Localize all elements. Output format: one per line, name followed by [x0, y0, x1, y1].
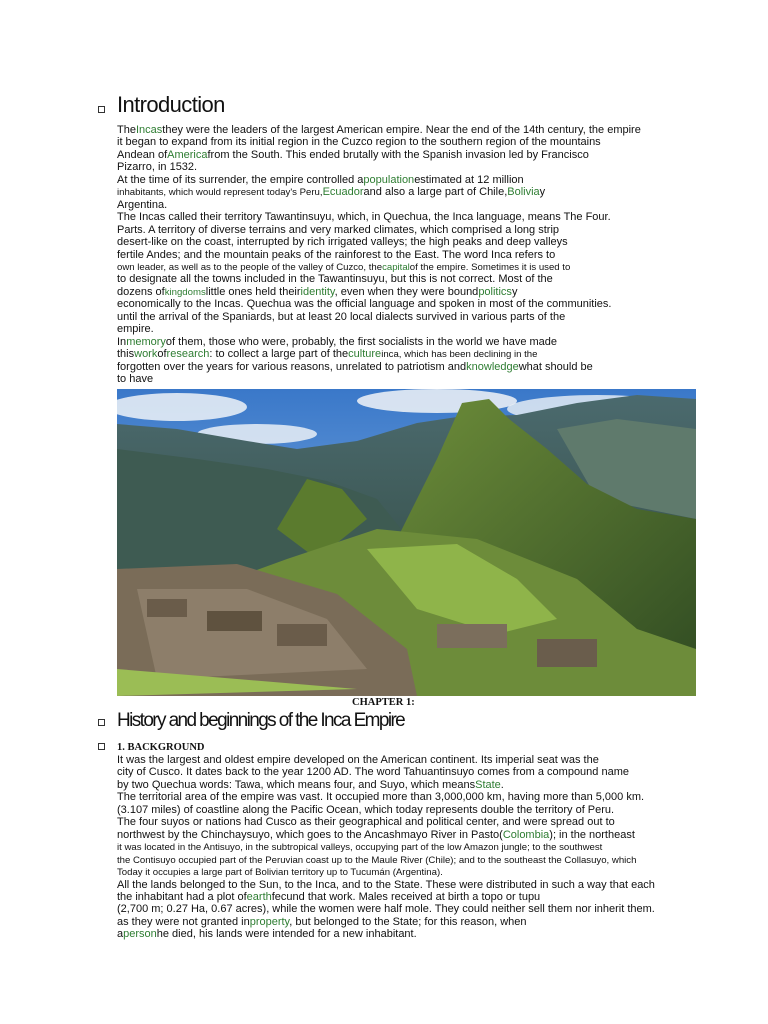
text-run: city of Cusco. It dates back to the year 1200 AD. The word Tahuantinsuyo comes from a compound name	[117, 766, 629, 779]
text-link[interactable]: America	[167, 148, 208, 161]
text-run: Pizarro, in 1532.	[117, 161, 198, 174]
text-link[interactable]: work	[134, 348, 158, 361]
text-line	[117, 161, 197, 174]
section-heading: History and beginnings of the Inca Empire	[117, 710, 405, 731]
text-line	[117, 124, 641, 137]
text-line	[117, 891, 540, 904]
text-link[interactable]: State	[475, 778, 501, 791]
text-run: All the lands belonged to the Sun, to the Inca, and to the State. These were distributed in such a way that each	[117, 878, 655, 891]
machu-picchu-photo	[117, 389, 696, 696]
text-line	[117, 754, 599, 767]
text-link[interactable]: memory	[126, 335, 166, 348]
text-link[interactable]: Incas	[135, 124, 163, 136]
text-run: and also a large part of Chile,	[363, 186, 508, 199]
text-link[interactable]: identity	[300, 285, 335, 298]
text-line	[117, 236, 568, 249]
text-line	[117, 273, 553, 286]
text-run: of	[157, 348, 167, 361]
text-line	[117, 766, 629, 779]
text-run: : to collect a large part of the	[209, 348, 349, 361]
text-line	[117, 149, 589, 162]
text-link[interactable]: person	[123, 928, 157, 941]
text-line	[117, 311, 565, 324]
text-run: ); in the northeast	[549, 828, 635, 841]
bullet-icon	[98, 743, 105, 750]
text-run: of them, those who were, probably, the first socialists in the world we have made	[165, 335, 558, 348]
text-run: The four suyos or nations had Cusco as their geographical and political center, and were spread out to	[117, 816, 615, 829]
text-run: northwest by the Chinchaysuyo, which goes to the Ancashmayo River in Pasto(	[117, 828, 503, 841]
text-run: they were the leaders of the largest American empire. Near the end of the 14th century, the empire	[162, 124, 641, 136]
text-run: y	[511, 285, 518, 298]
text-run: fertile Andes; and the mountain peaks of the rainforest to the East. The word Inca refers to	[117, 248, 556, 261]
text-run: the Contisuyo occupied part of the Peruvian coast up to the Maule River (Chile); and to the southeast the Collasuyo, which	[117, 854, 637, 866]
text-run: Andean of	[117, 148, 168, 161]
text-link[interactable]: population	[363, 173, 415, 186]
background-subheading: 1. BACKGROUND	[117, 742, 205, 753]
text-run: inhabitants, which would represent today's Peru,	[117, 187, 323, 199]
text-run: The	[117, 124, 136, 136]
text-line	[117, 286, 517, 299]
text-run: , even when they were bound	[334, 285, 479, 298]
text-line	[117, 249, 555, 262]
text-run: estimated at 12 million	[414, 173, 524, 186]
text-run: economically to the Incas. Quechua was the official language and spoken in most of the communities.	[117, 298, 612, 311]
text-run: this	[117, 348, 135, 361]
bullet-icon	[98, 106, 105, 113]
text-run: inca, which has been declining in the	[381, 349, 538, 361]
text-run: Parts. A territory of diverse terrains and very marked climates, which comprised a long strip	[117, 223, 560, 236]
text-link[interactable]: capital	[382, 261, 410, 273]
text-run: (2,700 m; 0.27 Ha, 0.67 acres), while the women were half mole. They could neither sell them nor inherit them.	[117, 903, 655, 916]
page-heading: Introduction	[117, 92, 225, 117]
text-link[interactable]: knowledge	[466, 360, 519, 373]
text-run: , but belonged to the State; for this reason, when	[289, 915, 527, 928]
text-run: dozens of	[117, 285, 165, 298]
text-run: y	[539, 186, 546, 199]
text-run: what should be	[518, 360, 593, 373]
chapter-label: CHAPTER 1:	[352, 697, 415, 708]
text-run: The territorial area of the empire was vast. It occupied more than 3,000,000 km, having more than 5,000 km.	[117, 791, 645, 804]
text-line	[117, 866, 443, 879]
text-run: it was located in the Antisuyo, in the subtropical valleys, occupying part of the low Amazon jungle; to the southwest	[117, 842, 603, 854]
text-run: Today it occupies a large part of Bolivian territory up to Tucumán (Argentina).	[117, 867, 443, 879]
text-line	[117, 361, 593, 374]
text-run: The Incas called their territory Tawantinsuyu, which, in Quechua, the Inca language, means The Four.	[117, 211, 611, 224]
text-run: It was the largest and oldest empire developed on the American continent. Its imperial seat was the	[117, 754, 599, 766]
text-run: to designate all the towns included in the Tawantinsuyu, but this is not correct. Most of the	[117, 273, 553, 286]
text-line	[117, 854, 636, 867]
text-run: by two Quechua words: Tawa, which means four, and Suyo, which means	[117, 778, 476, 791]
text-line	[117, 224, 559, 237]
text-run: In	[117, 335, 127, 348]
text-run: Argentina.	[117, 198, 168, 211]
text-line	[117, 373, 153, 386]
bullet-icon	[98, 719, 105, 726]
text-run: little ones held their	[205, 285, 301, 298]
text-link[interactable]: Bolivia	[507, 186, 540, 199]
text-run: At the time of its surrender, the empire controlled a	[117, 173, 364, 186]
text-line	[117, 261, 570, 274]
text-line	[117, 779, 504, 792]
text-run: from the South. This ended brutally with the Spanish invasion led by Francisco	[207, 148, 589, 161]
text-line	[117, 186, 545, 199]
text-line	[117, 348, 537, 361]
text-line	[117, 211, 611, 224]
text-run: desert-like on the coast, interrupted by rich irrigated valleys; the high peaks and deep valleys	[117, 236, 568, 249]
text-line	[117, 323, 154, 336]
text-line	[117, 174, 524, 187]
text-link[interactable]: Colombia	[502, 828, 550, 841]
text-link[interactable]: culture	[348, 348, 382, 361]
text-line	[117, 916, 527, 929]
text-run: forgotten over the years for various reasons, unrelated to patriotism and	[117, 360, 467, 373]
text-run: own leader, as well as to the people of the valley of Cuzco, the	[117, 261, 383, 273]
text-line	[117, 928, 417, 941]
text-run: the inhabitant had a plot of	[117, 890, 247, 903]
text-run: a	[117, 928, 124, 941]
text-run: it began to expand from its initial region in the Cuzco region to the southern region of the mountains	[117, 136, 601, 149]
text-line	[117, 298, 611, 311]
text-link[interactable]: politics	[478, 285, 512, 298]
text-run: as they were not granted in	[117, 915, 250, 928]
text-run: of the empire. Sometimes it is used to	[409, 261, 571, 273]
text-line	[117, 879, 655, 892]
text-line	[117, 199, 167, 212]
text-run: (3.107 miles) of coastline along the Pacific Ocean, which today represents double the territory of Peru.	[117, 803, 615, 816]
text-line	[117, 791, 644, 804]
text-link[interactable]: property	[249, 915, 290, 928]
text-line	[117, 841, 602, 854]
text-link[interactable]: kingdoms	[164, 286, 206, 298]
text-run: .	[500, 778, 504, 791]
text-line	[117, 136, 601, 149]
text-run: to have	[117, 373, 154, 385]
text-run: fecund that work. Males received at birth a topo or tupu	[271, 890, 541, 903]
text-link[interactable]: earth	[246, 890, 272, 903]
text-line	[117, 903, 655, 916]
text-line	[117, 804, 614, 817]
text-run: until the arrival of the Spaniards, but at least 20 local dialects survived in various parts of the	[117, 310, 566, 323]
text-line	[117, 336, 557, 349]
text-link[interactable]: research	[166, 348, 210, 361]
text-run: empire.	[117, 323, 154, 336]
text-line	[117, 816, 615, 829]
text-link[interactable]: Ecuador	[322, 186, 364, 199]
text-run: he died, his lands were intended for a new inhabitant.	[156, 928, 417, 941]
text-line	[117, 829, 635, 842]
